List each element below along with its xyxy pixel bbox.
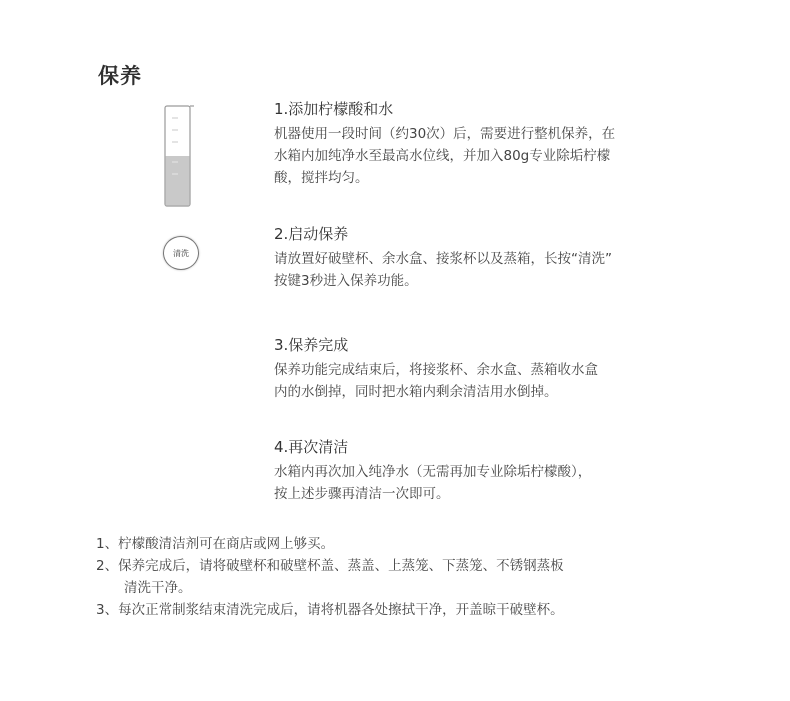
note-item: 1、柠檬酸清洁剂可在商店或网上够买。	[96, 536, 335, 552]
step-body	[274, 359, 704, 403]
step-body	[274, 461, 704, 505]
step-line: 保养功能完成结束后，将接浆杯、余水盒、蒸箱收水盒	[274, 362, 598, 378]
step-line: 酸，搅拌均匀。	[274, 170, 369, 186]
step-line: 水箱内加纯净水至最高水位线，并加入80g专业除垢柠檬	[274, 148, 611, 164]
step-line: 按上述步骤再清洁一次即可。	[274, 486, 450, 502]
step-title: 2.启动保养	[274, 225, 349, 243]
note-item-continued: 清洗干净。	[124, 580, 192, 596]
step-title: 1.添加柠檬酸和水	[274, 100, 394, 118]
step-body	[274, 248, 704, 292]
step-maintenance-complete	[274, 334, 704, 403]
step-body	[274, 123, 704, 189]
step-line: 请放置好破壁杯、余水盒、接浆杯以及蒸箱，长按“清洗”	[274, 251, 612, 267]
notes-list	[96, 533, 736, 621]
beaker-icon	[164, 104, 196, 208]
step-start-maintenance	[274, 223, 704, 292]
note-item: 3、每次正常制浆结束清洗完成后，请将机器各处擦拭干净，开盖晾干破壁杯。	[96, 602, 564, 618]
note-item: 2、保养完成后，请将破壁杯和破壁杯盖、蒸盖、上蒸笼、下蒸笼、不锈钢蒸板	[96, 558, 564, 574]
step-line: 机器使用一段时间（约30次）后，需要进行整机保养，在	[274, 126, 616, 142]
step-line: 水箱内再次加入纯净水（无需再加专业除垢柠檬酸），	[274, 464, 592, 480]
step-line: 内的水倒掉，同时把水箱内剩余清洁用水倒掉。	[274, 384, 558, 400]
step-title: 4.再次清洁	[274, 438, 349, 456]
step-add-citric-acid	[274, 98, 704, 189]
step-line: 按键3秒进入保养功能。	[274, 273, 418, 289]
step-clean-again	[274, 436, 704, 505]
page-title: 保养	[98, 64, 142, 88]
step-title: 3.保养完成	[274, 336, 349, 354]
clean-button-icon: 清洗	[163, 236, 199, 270]
